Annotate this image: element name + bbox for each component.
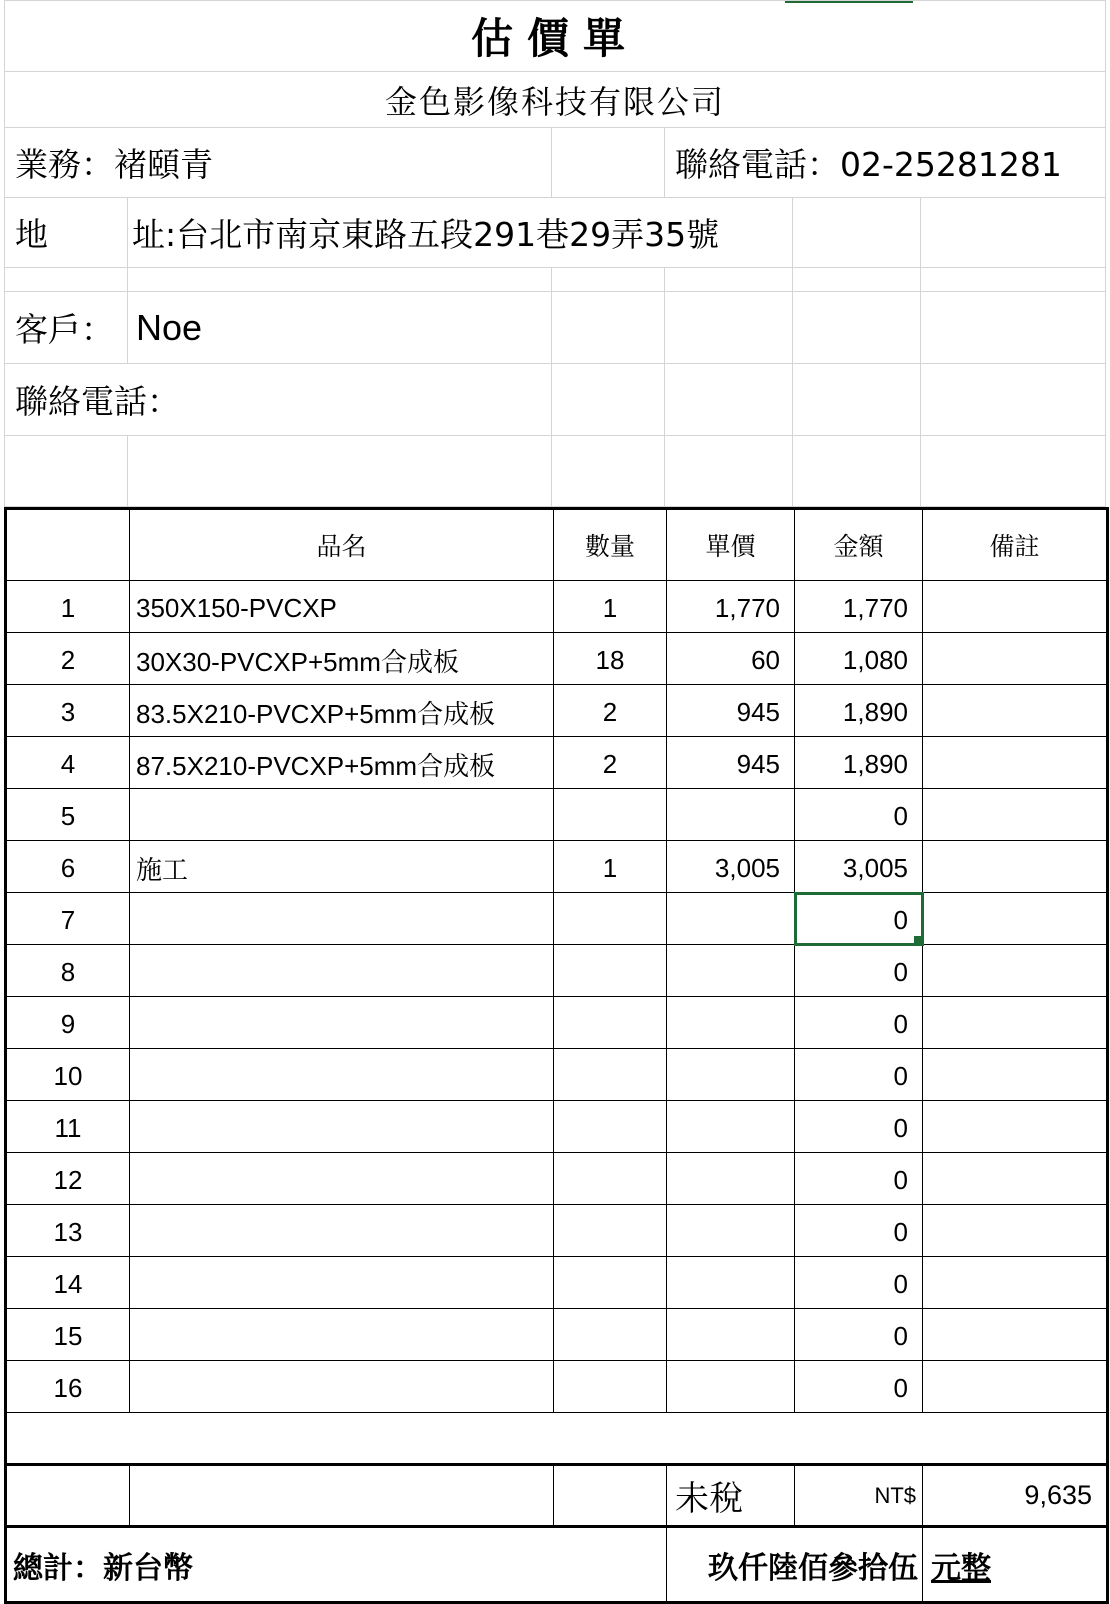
item-name[interactable]: 87.5X210-PVCXP+5mm合成板 xyxy=(130,737,554,789)
item-remarks[interactable] xyxy=(923,737,1108,789)
row-number[interactable]: 7 xyxy=(6,893,130,945)
item-quantity[interactable] xyxy=(554,1205,667,1257)
item-remarks[interactable] xyxy=(923,633,1108,685)
item-amount[interactable]: 0 xyxy=(795,1361,923,1413)
item-name[interactable] xyxy=(130,997,554,1049)
row-number[interactable]: 6 xyxy=(6,841,130,893)
item-remarks[interactable] xyxy=(923,945,1108,997)
item-unit-price[interactable] xyxy=(667,1205,795,1257)
item-amount[interactable]: 1,890 xyxy=(795,685,923,737)
customer-phone-label[interactable]: 聯絡電話： xyxy=(4,364,552,436)
item-unit-price[interactable]: 945 xyxy=(667,737,795,789)
item-amount[interactable]: 0 xyxy=(795,997,923,1049)
empty-cell[interactable] xyxy=(128,268,552,292)
empty-cell[interactable] xyxy=(921,268,1106,292)
empty-cell[interactable] xyxy=(552,364,665,436)
item-amount[interactable]: 0 xyxy=(795,1153,923,1205)
item-unit-price[interactable] xyxy=(667,1101,795,1153)
item-name[interactable] xyxy=(130,945,554,997)
customer-name[interactable]: Noe xyxy=(128,292,552,364)
empty-cell[interactable] xyxy=(665,364,793,436)
item-amount[interactable]: 0 xyxy=(795,1101,923,1153)
item-remarks[interactable] xyxy=(923,1049,1108,1101)
table-row xyxy=(6,945,1108,997)
company-phone[interactable]: 聯絡電話：02-25281281 xyxy=(665,128,1106,198)
table-row xyxy=(6,633,1108,685)
blank-row xyxy=(6,1413,1108,1465)
item-remarks[interactable] xyxy=(923,581,1108,633)
sales-rep[interactable]: 業務：褚頤青 xyxy=(4,128,552,198)
item-amount-selected-cell[interactable] xyxy=(795,893,923,945)
empty-cell[interactable] xyxy=(665,436,793,507)
item-remarks[interactable] xyxy=(923,893,1108,945)
empty-cell[interactable] xyxy=(793,436,921,507)
item-quantity[interactable] xyxy=(554,789,667,841)
item-name[interactable] xyxy=(130,1361,554,1413)
header-quantity[interactable]: 數量 xyxy=(554,509,667,581)
item-remarks[interactable] xyxy=(923,789,1108,841)
customer-label[interactable]: 客戶： xyxy=(4,292,128,364)
empty-cell[interactable] xyxy=(921,292,1106,364)
table-row xyxy=(6,789,1108,841)
item-name[interactable]: 30X30-PVCXP+5mm合成板 xyxy=(130,633,554,685)
item-amount[interactable]: 1,890 xyxy=(795,737,923,789)
item-remarks[interactable] xyxy=(923,1153,1108,1205)
item-unit-price[interactable] xyxy=(667,893,795,945)
item-name[interactable] xyxy=(130,1101,554,1153)
item-name[interactable]: 施工 xyxy=(130,841,554,893)
empty-cell[interactable] xyxy=(921,436,1106,507)
item-amount: 0 xyxy=(893,905,908,935)
empty-cell[interactable] xyxy=(793,364,921,436)
quote-title[interactable]: 估價單 xyxy=(4,0,1106,72)
item-name[interactable] xyxy=(130,893,554,945)
header-item-name[interactable]: 品名 xyxy=(130,509,554,581)
empty-cell[interactable] xyxy=(921,198,1106,268)
row-number[interactable]: 11 xyxy=(6,1101,130,1153)
empty-cell[interactable] xyxy=(552,268,665,292)
item-amount[interactable]: 0 xyxy=(795,1049,923,1101)
header-unit-price[interactable]: 單價 xyxy=(667,509,795,581)
item-unit-price[interactable] xyxy=(667,1257,795,1309)
company-name[interactable]: 金色影像科技有限公司 xyxy=(4,72,1106,128)
item-quantity[interactable] xyxy=(554,1257,667,1309)
item-name[interactable] xyxy=(130,789,554,841)
item-unit-price[interactable] xyxy=(667,1153,795,1205)
row-number[interactable]: 5 xyxy=(6,789,130,841)
empty-cell[interactable] xyxy=(554,1465,667,1527)
item-quantity[interactable] xyxy=(554,1361,667,1413)
total-suffix-cell[interactable] xyxy=(923,1527,1108,1603)
row-number[interactable]: 3 xyxy=(6,685,130,737)
empty-cell[interactable] xyxy=(552,436,665,507)
item-unit-price[interactable] xyxy=(667,789,795,841)
item-remarks[interactable] xyxy=(923,1205,1108,1257)
item-quantity[interactable] xyxy=(554,945,667,997)
item-unit-price[interactable] xyxy=(667,997,795,1049)
item-name[interactable] xyxy=(130,1205,554,1257)
item-remarks[interactable] xyxy=(923,1309,1108,1361)
item-quantity[interactable] xyxy=(554,1309,667,1361)
item-quantity[interactable] xyxy=(554,1101,667,1153)
row-number[interactable]: 13 xyxy=(6,1205,130,1257)
item-name[interactable] xyxy=(130,1049,554,1101)
item-quantity[interactable]: 1 xyxy=(554,581,667,633)
table-row xyxy=(6,1257,1108,1309)
currency-label[interactable]: NT$ xyxy=(795,1465,923,1527)
empty-cell[interactable] xyxy=(665,268,793,292)
table-row xyxy=(6,841,1108,893)
header-index[interactable] xyxy=(6,509,130,581)
table-row xyxy=(6,1049,1108,1101)
item-quantity[interactable] xyxy=(554,1153,667,1205)
item-amount[interactable]: 0 xyxy=(795,789,923,841)
pretax-label[interactable]: 未稅 xyxy=(667,1465,795,1527)
item-name[interactable]: 83.5X210-PVCXP+5mm合成板 xyxy=(130,685,554,737)
row-number[interactable]: 10 xyxy=(6,1049,130,1101)
item-remarks[interactable] xyxy=(923,1101,1108,1153)
empty-cell[interactable] xyxy=(128,436,552,507)
item-amount[interactable]: 1,080 xyxy=(795,633,923,685)
item-amount[interactable]: 0 xyxy=(795,1257,923,1309)
table-row xyxy=(6,1153,1108,1205)
item-name[interactable] xyxy=(130,1309,554,1361)
row-number[interactable]: 9 xyxy=(6,997,130,1049)
table-header-row xyxy=(6,509,1108,581)
item-quantity[interactable]: 2 xyxy=(554,737,667,789)
item-quantity[interactable] xyxy=(554,997,667,1049)
row-number[interactable]: 1 xyxy=(6,581,130,633)
fill-handle[interactable] xyxy=(914,936,923,945)
row-number[interactable]: 14 xyxy=(6,1257,130,1309)
empty-cell[interactable] xyxy=(130,1465,554,1527)
address-value[interactable]: 址:台北市南京東路五段291巷29弄35號 xyxy=(128,198,793,268)
item-unit-price[interactable] xyxy=(667,1309,795,1361)
empty-cell[interactable] xyxy=(665,292,793,364)
empty-cell[interactable] xyxy=(552,292,665,364)
empty-cell[interactable] xyxy=(6,1465,130,1527)
item-unit-price[interactable]: 945 xyxy=(667,685,795,737)
empty-cell[interactable] xyxy=(6,1413,1108,1465)
item-quantity[interactable] xyxy=(554,1049,667,1101)
item-quantity[interactable] xyxy=(554,893,667,945)
item-remarks[interactable] xyxy=(923,685,1108,737)
item-name[interactable]: 350X150-PVCXP xyxy=(130,581,554,633)
row-number[interactable]: 15 xyxy=(6,1309,130,1361)
item-name[interactable] xyxy=(130,1257,554,1309)
grand-total-row xyxy=(6,1527,1108,1603)
pretax-total[interactable]: 9,635 xyxy=(923,1465,1108,1527)
pretax-row xyxy=(6,1465,1108,1527)
item-quantity[interactable]: 2 xyxy=(554,685,667,737)
table-row xyxy=(6,1101,1108,1153)
total-in-words[interactable]: 玖仟陸佰參拾伍 xyxy=(667,1527,923,1603)
empty-cell[interactable] xyxy=(793,292,921,364)
item-amount[interactable]: 0 xyxy=(795,1205,923,1257)
item-unit-price[interactable] xyxy=(667,1361,795,1413)
header-amount[interactable]: 金額 xyxy=(795,509,923,581)
empty-cell[interactable] xyxy=(793,198,921,268)
item-unit-price[interactable]: 1,770 xyxy=(667,581,795,633)
empty-cell[interactable] xyxy=(552,128,665,198)
empty-cell[interactable] xyxy=(921,364,1106,436)
empty-cell[interactable] xyxy=(793,268,921,292)
item-amount[interactable]: 0 xyxy=(795,945,923,997)
item-quantity[interactable]: 18 xyxy=(554,633,667,685)
item-name[interactable] xyxy=(130,1153,554,1205)
total-label[interactable]: 總計：新台幣 xyxy=(6,1527,667,1603)
items-table xyxy=(4,507,1109,1604)
row-number[interactable]: 2 xyxy=(6,633,130,685)
table-row xyxy=(6,737,1108,789)
header-remarks[interactable]: 備註 xyxy=(923,509,1108,581)
table-row xyxy=(6,685,1108,737)
empty-cell[interactable] xyxy=(4,436,128,507)
table-row xyxy=(6,1361,1108,1413)
item-remarks[interactable] xyxy=(923,1361,1108,1413)
row-number[interactable]: 16 xyxy=(6,1361,130,1413)
item-unit-price[interactable]: 3,005 xyxy=(667,841,795,893)
item-amount[interactable]: 1,770 xyxy=(795,581,923,633)
item-remarks[interactable] xyxy=(923,1257,1108,1309)
table-row xyxy=(6,997,1108,1049)
item-unit-price[interactable] xyxy=(667,1049,795,1101)
item-unit-price[interactable]: 60 xyxy=(667,633,795,685)
address-label[interactable]: 地 xyxy=(4,198,128,268)
total-suffix: 元整 xyxy=(931,1550,991,1586)
row-number[interactable]: 12 xyxy=(6,1153,130,1205)
table-row xyxy=(6,893,1108,945)
table-row xyxy=(6,1205,1108,1257)
item-amount[interactable]: 0 xyxy=(795,1309,923,1361)
item-remarks[interactable] xyxy=(923,841,1108,893)
empty-cell[interactable] xyxy=(4,268,128,292)
item-quantity[interactable]: 1 xyxy=(554,841,667,893)
table-row xyxy=(6,1309,1108,1361)
table-row xyxy=(6,581,1108,633)
item-amount[interactable]: 3,005 xyxy=(795,841,923,893)
item-unit-price[interactable] xyxy=(667,945,795,997)
item-remarks[interactable] xyxy=(923,997,1108,1049)
row-number[interactable]: 4 xyxy=(6,737,130,789)
row-number[interactable]: 8 xyxy=(6,945,130,997)
